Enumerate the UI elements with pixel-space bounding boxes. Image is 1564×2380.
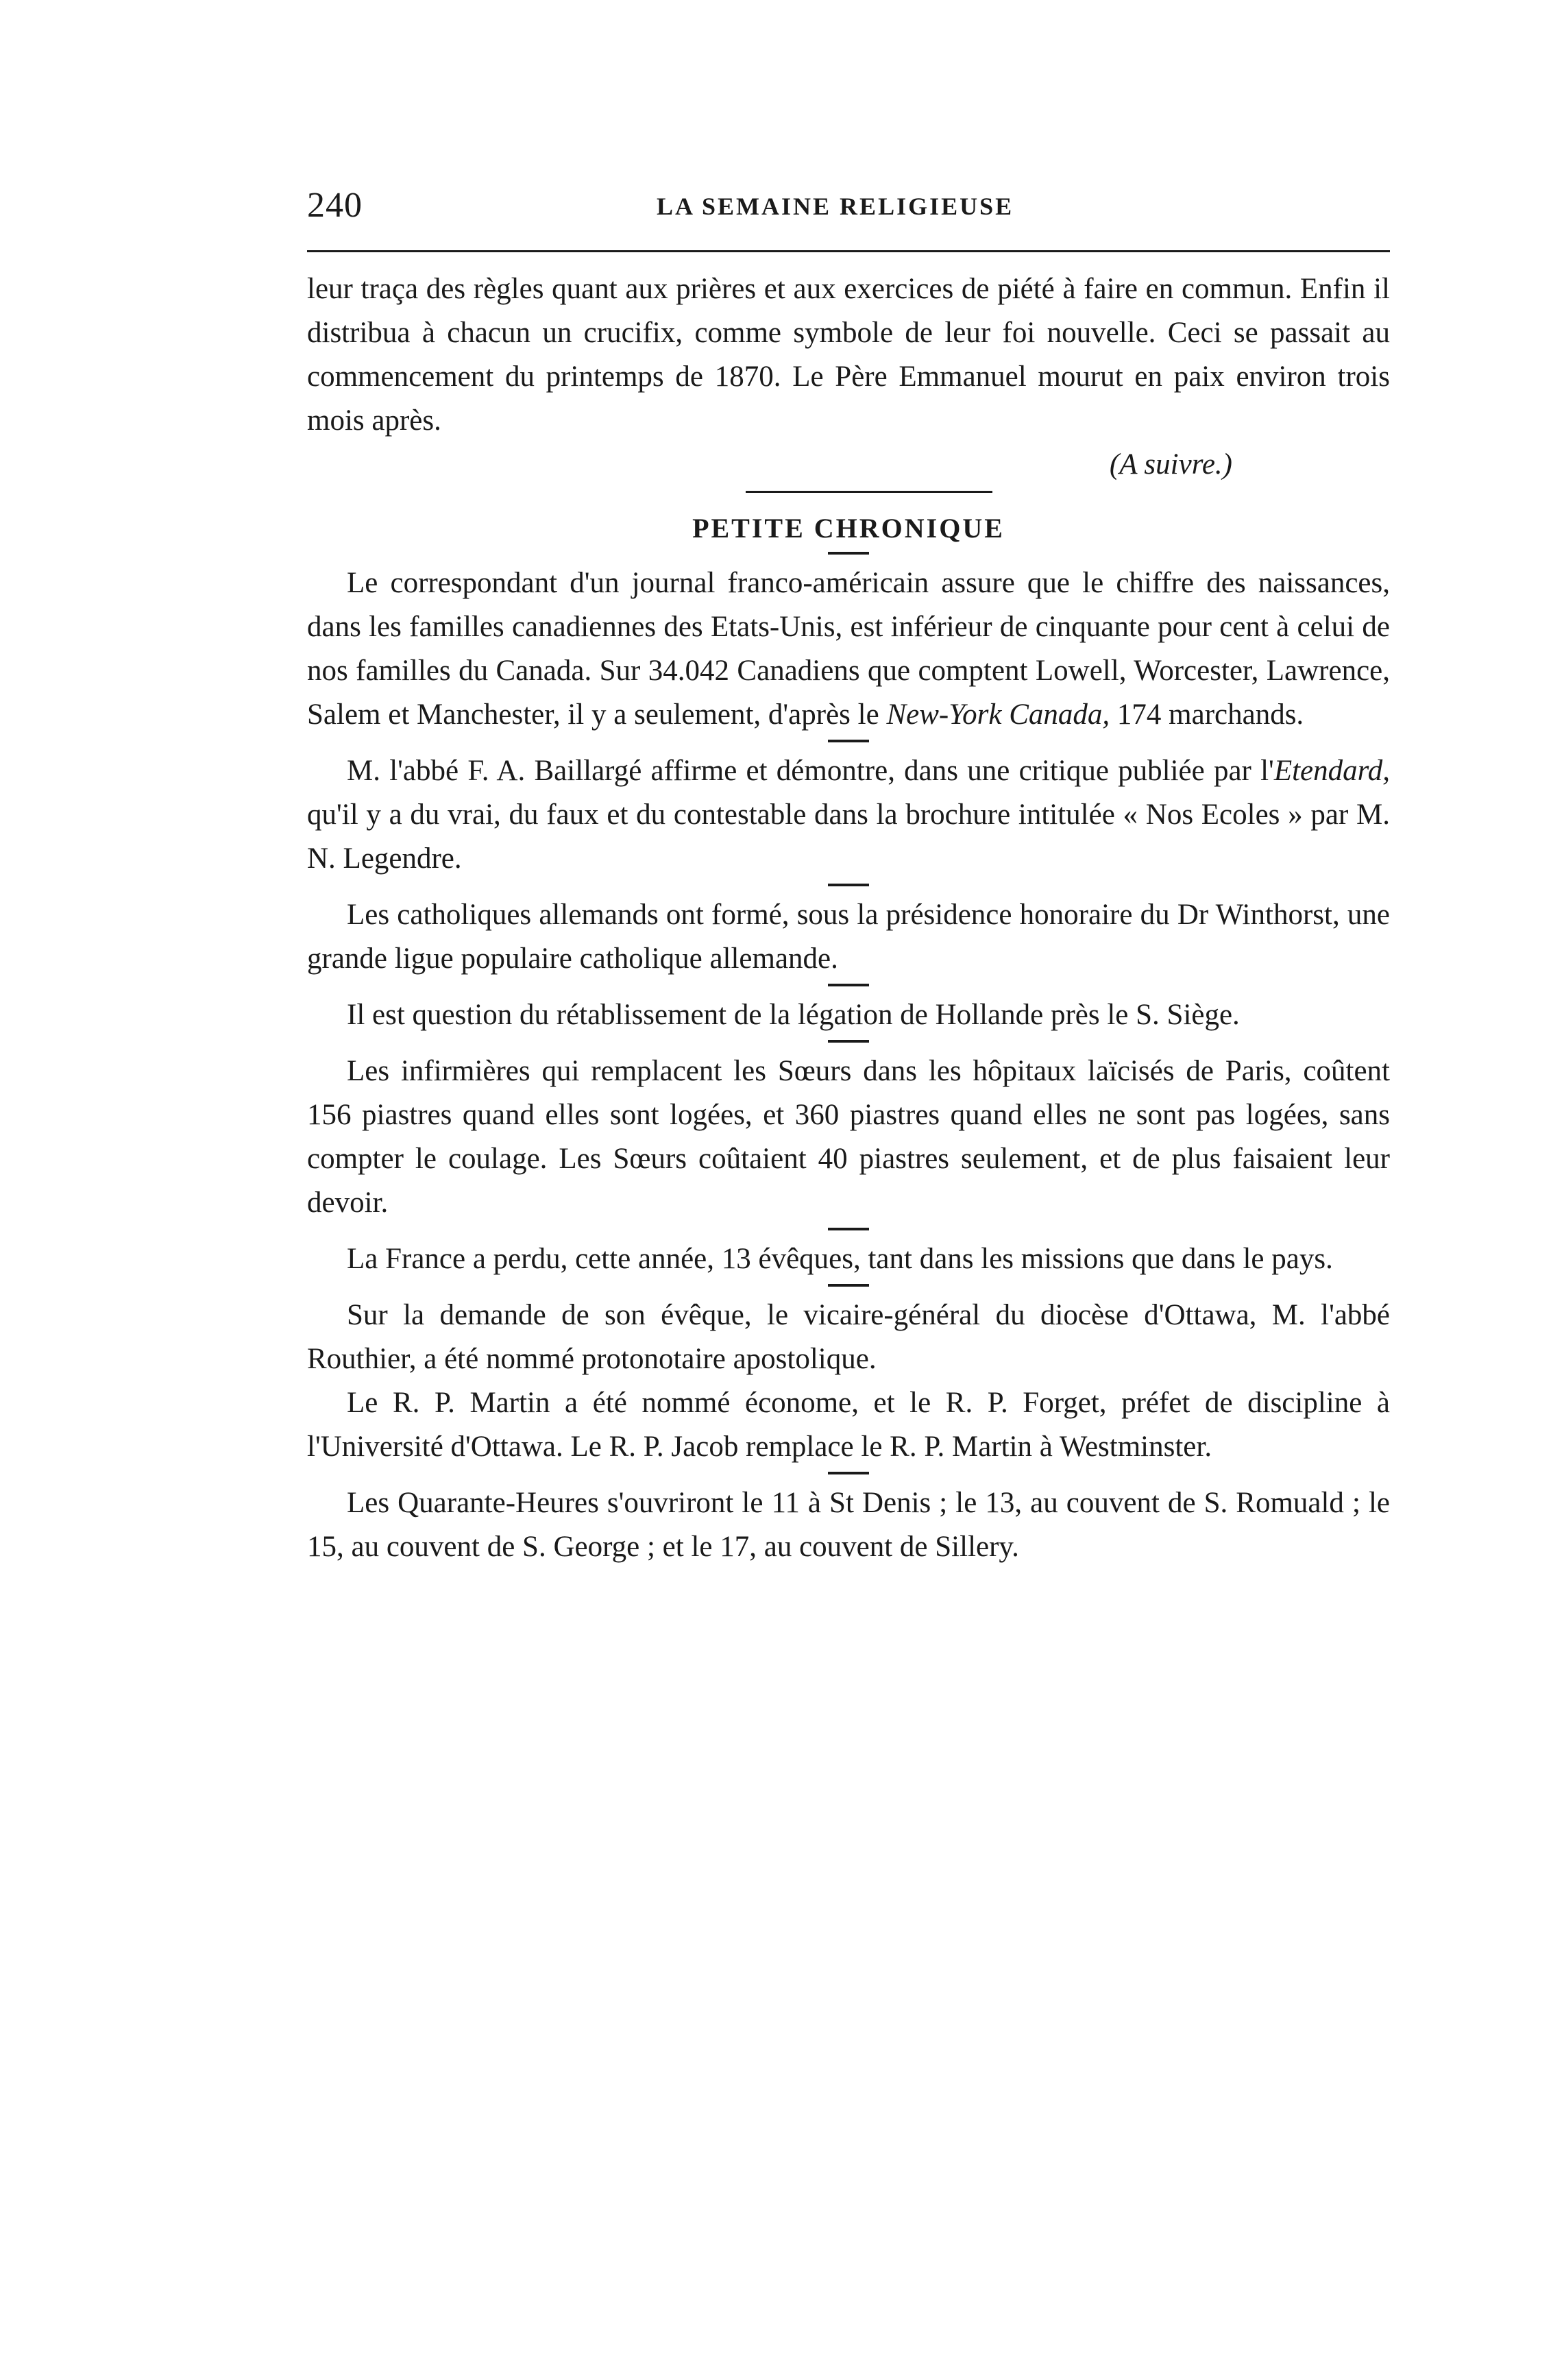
chronicle-item-9: Les Quarante-Heures s'ouvriront le 11 à St Denis ; le 13, au couvent de S. Romuald ; le 15, au couvent de S. George ; et le 17, au couvent de Sillery.: [307, 1487, 1390, 1563]
chronicle-item-7: Sur la demande de son évêque, le vicaire-général du diocèse d'Ottawa, M. l'abbé Routhier, a été nommé protonotaire apostolique.: [307, 1299, 1390, 1375]
item-text: Le correspondant d'un journal franco-américain assure que le chiffre des naissances, dans les familles canadiennes des Etats-Unis, est inférieur de cinquante pour cent à celui de nos familles du Canada. Sur 34.042 Canadiens que comptent Lowell, Worcester, Lawrence, Salem et Manchester, il y a seulement, d'après le: [307, 567, 1390, 731]
dash-divider: [828, 1284, 869, 1287]
newspaper-title: New-York Canada,: [886, 699, 1110, 731]
newspaper-title: Etendard,: [1273, 755, 1390, 787]
section-divider: [746, 491, 992, 493]
chronicle-item-8: Le R. P. Martin a été nommé économe, et le R. P. Forget, préfet de discipline à l'Université d'Ottawa. Le R. P. Jacob remplace le R. P. Martin à Westminster.: [307, 1387, 1390, 1463]
dash-divider: [828, 984, 869, 986]
page: [307, 165, 1390, 1563]
chronicle-item-3: Les catholiques allemands ont formé, sous la présidence honoraire du Dr Winthorst, une grande ligue populaire catholique allemande.: [307, 899, 1390, 975]
section-title: PETITE CHRONIQUE: [692, 513, 1005, 544]
page-number: 240: [307, 186, 363, 225]
chronicle-item-4: Il est question du rétablissement de la légation de Hollande près le S. Siège.: [347, 999, 1240, 1031]
chronicle-item-1: [307, 561, 1390, 737]
item-text: M. l'abbé F. A. Baillargé affirme et démontre, dans une critique publiée par l': [347, 755, 1274, 787]
to-be-continued: (A suivre.): [1109, 448, 1232, 481]
dash-divider: [828, 1472, 869, 1474]
chronicle-item-6: La France a perdu, cette année, 13 évêques, tant dans les missions que dans le pays.: [347, 1243, 1333, 1275]
dash-divider: [828, 552, 869, 555]
dash-divider: [828, 740, 869, 742]
running-title: LA SEMAINE RELIGIEUSE: [657, 193, 1014, 220]
continuation-paragraph: leur traça des règles quant aux prières et aux exercices de piété à faire en commun. Enfin il distribua à chacun un crucifix, comme symbole de leur foi nouvelle. Ceci se passait au commencement du printemps de 1870. Le Père Emmanuel mourut en paix environ trois mois après.: [307, 273, 1390, 437]
chronicle-item-2: [307, 749, 1390, 881]
chronicle-item-5: Les infirmières qui remplacent les Sœurs dans les hôpitaux laïcisés de Paris, coûtent 156 piastres quand elles sont logées, et 360 piastres quand elles ne sont pas logées, sans compter le coulage. Les Sœurs coûtaient 40 piastres seulement, et de plus faisaient leur devoir.: [307, 1055, 1390, 1219]
header-rule: [307, 250, 1390, 252]
item-text: 174 marchands.: [1110, 699, 1304, 731]
item-text: qu'il y a du vrai, du faux et du contestable dans la brochure intitulée « Nos Ecoles » par M. N. Legendre.: [307, 799, 1390, 875]
body-text: [307, 267, 1390, 1569]
dash-divider: [828, 1228, 869, 1230]
page-header: [307, 165, 1390, 233]
dash-divider: [828, 884, 869, 886]
dash-divider: [828, 1040, 869, 1043]
